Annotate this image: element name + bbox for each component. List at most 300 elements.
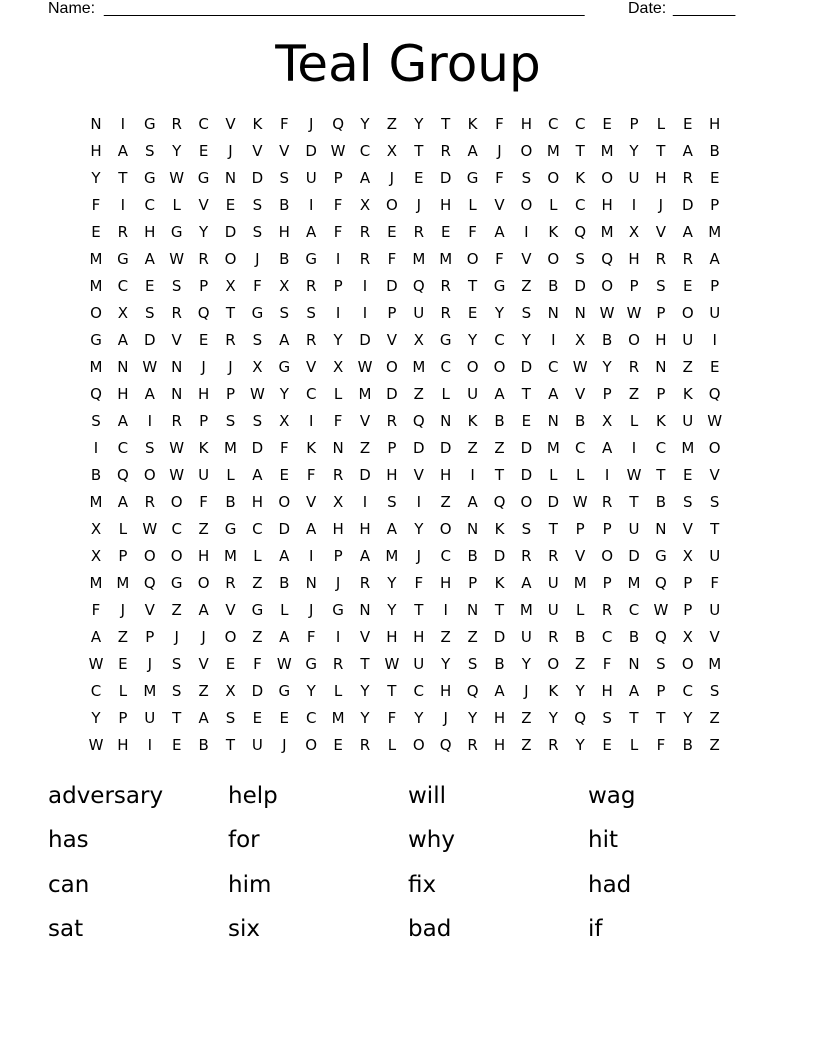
grid-letter: Y bbox=[441, 655, 451, 673]
grid-letter: R bbox=[440, 277, 451, 295]
grid-letter: R bbox=[359, 223, 371, 241]
grid-letter: K bbox=[655, 412, 666, 430]
grid-letter: F bbox=[495, 250, 504, 268]
grid-letter: Z bbox=[386, 115, 398, 133]
grid-letter: X bbox=[628, 223, 640, 241]
grid-letter: O bbox=[520, 142, 533, 160]
grid-letter: G bbox=[224, 520, 237, 538]
grid-letter: I bbox=[308, 412, 314, 430]
grid-letter: R bbox=[655, 250, 667, 268]
grid-letter: M bbox=[439, 250, 453, 268]
grid-letter: C bbox=[574, 439, 586, 457]
grid-letter: A bbox=[386, 520, 398, 538]
grid-letter: Z bbox=[467, 439, 478, 457]
grid-letter: A bbox=[494, 223, 505, 241]
grid-letter: A bbox=[306, 223, 317, 241]
grid-letter: A bbox=[548, 385, 559, 403]
grid-letter: B bbox=[467, 547, 478, 565]
grid-letter: N bbox=[440, 412, 452, 430]
grid-letter: H bbox=[440, 196, 452, 214]
word-bank-item: will bbox=[408, 783, 446, 809]
date-line: _______ bbox=[673, 0, 736, 17]
grid-letter: Q bbox=[601, 250, 613, 268]
grid-letter: N bbox=[224, 169, 237, 187]
grid-letter: P bbox=[683, 574, 693, 592]
grid-letter: U bbox=[251, 736, 263, 754]
grid-letter: A bbox=[279, 547, 290, 565]
grid-letter: C bbox=[413, 682, 425, 700]
grid-letter: R bbox=[225, 574, 236, 592]
grid-letter: J bbox=[416, 196, 422, 214]
grid-letter: P bbox=[710, 277, 720, 295]
grid-letter: Q bbox=[332, 115, 344, 133]
grid-letter: E bbox=[225, 196, 236, 214]
grid-letter: R bbox=[171, 115, 182, 133]
grid-letter: Y bbox=[360, 682, 370, 700]
grid-letter: R bbox=[682, 169, 694, 187]
grid-letter: D bbox=[628, 547, 640, 565]
grid-letter: R bbox=[682, 250, 694, 268]
grid-letter: M bbox=[573, 574, 587, 592]
grid-letter: X bbox=[279, 277, 290, 295]
grid-letter: C bbox=[440, 358, 451, 376]
grid-letter: A bbox=[279, 628, 290, 646]
grid-letter: Y bbox=[387, 574, 397, 592]
grid-letter: D bbox=[278, 520, 291, 538]
name-line: ______________________________________________________ bbox=[104, 0, 585, 17]
grid-letter: O bbox=[385, 196, 398, 214]
grid-letter: I bbox=[335, 628, 341, 646]
grid-letter: M bbox=[331, 709, 345, 727]
grid-letter: Q bbox=[574, 709, 587, 727]
word-bank-item: bad bbox=[408, 915, 452, 942]
grid-letter: Y bbox=[306, 682, 316, 700]
grid-letter: L bbox=[118, 520, 128, 538]
grid-letter: D bbox=[251, 439, 264, 457]
grid-letter: U bbox=[467, 385, 479, 403]
grid-letter: N bbox=[117, 358, 129, 376]
grid-letter: S bbox=[91, 412, 101, 430]
grid-letter: H bbox=[520, 115, 533, 133]
grid-letter: P bbox=[333, 169, 343, 187]
grid-letter: U bbox=[709, 601, 721, 619]
grid-letter: F bbox=[279, 115, 289, 133]
grid-letter: W bbox=[626, 466, 642, 484]
grid-letter: M bbox=[116, 574, 130, 592]
grid-letter: V bbox=[144, 601, 155, 619]
grid-letter: S bbox=[521, 304, 532, 322]
grid-letter: B bbox=[655, 493, 667, 511]
grid-letter: R bbox=[117, 223, 129, 241]
grid-letter: W bbox=[88, 655, 104, 673]
grid-letter: S bbox=[279, 169, 290, 187]
grid-letter: Y bbox=[468, 709, 478, 727]
grid-letter: C bbox=[574, 115, 586, 133]
grid-letter: R bbox=[548, 547, 559, 565]
grid-letter: Z bbox=[117, 628, 129, 646]
grid-letter: P bbox=[118, 709, 128, 727]
grid-letter: C bbox=[198, 115, 209, 133]
grid-letter: U bbox=[547, 574, 559, 592]
grid-letter: U bbox=[709, 304, 721, 322]
grid-letter: I bbox=[362, 277, 368, 295]
grid-letter: V bbox=[225, 115, 236, 133]
grid-letter: E bbox=[279, 709, 290, 727]
grid-letter: Y bbox=[468, 331, 478, 349]
grid-letter: I bbox=[93, 439, 99, 457]
grid-letter: M bbox=[519, 601, 533, 619]
grid-letter: E bbox=[91, 223, 101, 241]
grid-letter: Y bbox=[414, 709, 424, 727]
grid-letter: O bbox=[601, 547, 613, 565]
grid-letter: V bbox=[575, 547, 586, 565]
grid-letter: Z bbox=[575, 655, 586, 673]
grid-letter: I bbox=[308, 196, 314, 214]
grid-letter: V bbox=[225, 601, 236, 619]
grid-letter: W bbox=[330, 142, 346, 160]
grid-letter: U bbox=[682, 412, 694, 430]
grid-letter: X bbox=[386, 142, 398, 160]
grid-letter: R bbox=[440, 304, 451, 322]
grid-letter: Y bbox=[360, 115, 370, 133]
grid-letter: L bbox=[549, 466, 558, 484]
grid-letter: I bbox=[362, 493, 368, 511]
grid-letter: P bbox=[656, 682, 666, 700]
grid-letter: C bbox=[252, 520, 263, 538]
grid-letter: O bbox=[170, 493, 183, 511]
grid-letter: Z bbox=[198, 520, 209, 538]
grid-letter: O bbox=[90, 304, 102, 322]
grid-letter: W bbox=[276, 655, 292, 673]
grid-letter: M bbox=[89, 277, 103, 295]
grid-letter: P bbox=[468, 574, 478, 592]
grid-letter: O bbox=[143, 466, 156, 484]
grid-letter: P bbox=[683, 601, 693, 619]
grid-letter: V bbox=[521, 250, 532, 268]
grid-letter: C bbox=[305, 709, 317, 727]
grid-letter: U bbox=[628, 169, 640, 187]
grid-letter: J bbox=[335, 574, 341, 592]
grid-letter: P bbox=[602, 520, 612, 538]
grid-letter: F bbox=[333, 196, 343, 214]
grid-letter: I bbox=[604, 466, 610, 484]
grid-letter: T bbox=[172, 709, 182, 727]
grid-letter: H bbox=[440, 574, 452, 592]
grid-letter: C bbox=[548, 358, 559, 376]
word-bank-item: has bbox=[48, 827, 89, 854]
grid-letter: R bbox=[359, 250, 371, 268]
grid-letter: T bbox=[441, 115, 451, 133]
grid-letter: W bbox=[169, 169, 185, 187]
grid-letter: V bbox=[359, 628, 371, 646]
grid-letter: L bbox=[387, 736, 397, 754]
grid-letter: T bbox=[414, 601, 424, 619]
grid-letter: X bbox=[225, 682, 236, 700]
grid-letter: H bbox=[386, 628, 398, 646]
grid-letter: C bbox=[90, 682, 102, 700]
grid-letter: S bbox=[225, 709, 236, 727]
grid-letter: T bbox=[629, 709, 639, 727]
grid-letter: D bbox=[493, 628, 506, 646]
grid-letter: L bbox=[226, 466, 235, 484]
grid-letter: G bbox=[466, 169, 479, 187]
grid-letter: E bbox=[709, 169, 720, 187]
grid-letter: U bbox=[682, 331, 694, 349]
grid-letter: T bbox=[656, 142, 666, 160]
grid-letter: D bbox=[359, 466, 371, 484]
grid-letter: L bbox=[441, 385, 450, 403]
grid-letter: G bbox=[493, 277, 506, 295]
grid-letter: F bbox=[710, 574, 719, 592]
grid-letter: T bbox=[360, 655, 370, 673]
grid-letter: M bbox=[600, 142, 614, 160]
grid-letter: R bbox=[521, 547, 532, 565]
grid-letter: R bbox=[171, 304, 182, 322]
grid-letter: Z bbox=[521, 736, 532, 754]
grid-letter: T bbox=[387, 682, 397, 700]
grid-letter: E bbox=[333, 736, 343, 754]
grid-letter: P bbox=[225, 385, 236, 403]
word-bank-item: help bbox=[228, 783, 278, 809]
grid-letter: S bbox=[171, 682, 182, 700]
grid-letter: R bbox=[467, 736, 478, 754]
grid-letter: H bbox=[601, 682, 613, 700]
grid-letter: Q bbox=[466, 682, 479, 700]
grid-letter: G bbox=[278, 682, 291, 700]
grid-letter: T bbox=[414, 142, 424, 160]
grid-letter: A bbox=[467, 142, 478, 160]
grid-letter: U bbox=[413, 655, 425, 673]
grid-letter: P bbox=[656, 304, 666, 322]
grid-letter: M bbox=[224, 439, 237, 457]
grid-letter: D bbox=[520, 439, 533, 457]
grid-letter: O bbox=[385, 358, 398, 376]
grid-letter: I bbox=[470, 466, 475, 484]
grid-letter: Y bbox=[172, 142, 182, 160]
grid-letter: J bbox=[443, 709, 448, 727]
grid-letter: J bbox=[658, 196, 664, 214]
grid-letter: V bbox=[252, 142, 263, 160]
grid-letter: M bbox=[412, 358, 426, 376]
grid-letter: F bbox=[468, 223, 477, 241]
grid-letter: L bbox=[576, 601, 585, 619]
grid-letter: A bbox=[682, 142, 693, 160]
grid-letter: M bbox=[600, 223, 614, 241]
grid-letter: Q bbox=[90, 385, 102, 403]
grid-letter: E bbox=[602, 736, 612, 754]
grid-letter: H bbox=[655, 169, 667, 187]
grid-letter: M bbox=[627, 574, 641, 592]
grid-letter: C bbox=[601, 628, 613, 646]
grid-letter: P bbox=[145, 628, 155, 646]
grid-letter: K bbox=[575, 169, 586, 187]
grid-letter: B bbox=[279, 574, 290, 592]
grid-letter: C bbox=[574, 196, 586, 214]
grid-letter: Z bbox=[682, 358, 693, 376]
grid-letter: Y bbox=[387, 601, 397, 619]
grid-letter: R bbox=[386, 412, 398, 430]
grid-letter: C bbox=[682, 682, 694, 700]
grid-letter: S bbox=[683, 493, 693, 511]
grid-letter: R bbox=[305, 277, 317, 295]
grid-letter: G bbox=[143, 115, 156, 133]
grid-letter: S bbox=[656, 277, 666, 295]
grid-letter: W bbox=[169, 439, 185, 457]
grid-letter: X bbox=[90, 520, 102, 538]
grid-letter: J bbox=[147, 655, 153, 673]
grid-letter: A bbox=[467, 493, 478, 511]
grid-letter: Z bbox=[440, 628, 451, 646]
grid-letter: Z bbox=[252, 574, 263, 592]
grid-letter: I bbox=[335, 250, 341, 268]
word-bank-item: wag bbox=[588, 783, 636, 809]
grid-letter: W bbox=[599, 304, 615, 322]
grid-letter: W bbox=[707, 412, 723, 430]
grid-letter: X bbox=[225, 277, 236, 295]
grid-letter: L bbox=[656, 115, 666, 133]
page-title: Teal Group bbox=[275, 35, 541, 93]
grid-letter: E bbox=[279, 466, 290, 484]
grid-letter: U bbox=[547, 601, 559, 619]
grid-letter: H bbox=[197, 385, 210, 403]
grid-letter: I bbox=[120, 115, 126, 133]
grid-letter: Z bbox=[521, 709, 532, 727]
grid-letter: T bbox=[548, 520, 558, 538]
grid-letter: G bbox=[170, 574, 183, 592]
grid-letter: C bbox=[628, 601, 640, 619]
grid-letter: P bbox=[333, 277, 343, 295]
grid-letter: Q bbox=[493, 493, 506, 511]
grid-letter: O bbox=[493, 358, 506, 376]
grid-letter: A bbox=[628, 682, 640, 700]
word-bank-item: fix bbox=[408, 871, 437, 898]
grid-letter: S bbox=[521, 520, 532, 538]
grid-letter: F bbox=[253, 277, 262, 295]
grid-letter: V bbox=[171, 331, 182, 349]
grid-letter: G bbox=[251, 304, 264, 322]
grid-letter: E bbox=[225, 655, 236, 673]
grid-letter: K bbox=[252, 115, 263, 133]
grid-letter: D bbox=[547, 493, 560, 511]
grid-letter: N bbox=[574, 304, 586, 322]
name-label: Name: bbox=[48, 0, 96, 17]
grid-letter: Z bbox=[709, 709, 720, 727]
grid-letter: F bbox=[199, 493, 208, 511]
grid-letter: I bbox=[362, 304, 368, 322]
grid-letter: Z bbox=[440, 493, 451, 511]
grid-letter: L bbox=[333, 385, 343, 403]
grid-letter: P bbox=[118, 547, 128, 565]
grid-letter: O bbox=[520, 493, 533, 511]
grid-letter: L bbox=[172, 196, 181, 214]
grid-letter: I bbox=[631, 196, 637, 214]
grid-letter: D bbox=[520, 466, 533, 484]
word-bank-item: had bbox=[588, 871, 632, 898]
grid-letter: G bbox=[143, 169, 156, 187]
grid-letter: W bbox=[572, 358, 588, 376]
grid-letter: H bbox=[386, 466, 398, 484]
grid-letter: R bbox=[332, 466, 344, 484]
grid-letter: F bbox=[656, 736, 666, 754]
word-bank-item: sat bbox=[48, 915, 84, 942]
grid-letter: O bbox=[601, 169, 613, 187]
grid-letter: V bbox=[198, 655, 209, 673]
grid-letter: I bbox=[443, 601, 448, 619]
grid-letter: E bbox=[387, 223, 397, 241]
grid-letter: O bbox=[466, 250, 479, 268]
grid-letter: R bbox=[144, 493, 156, 511]
grid-letter: E bbox=[171, 736, 182, 754]
grid-letter: C bbox=[548, 115, 559, 133]
grid-letter: U bbox=[305, 169, 317, 187]
grid-letter: G bbox=[305, 250, 317, 268]
grid-letter: S bbox=[387, 493, 397, 511]
grid-letter: M bbox=[89, 574, 103, 592]
grid-letter: W bbox=[572, 493, 588, 511]
worksheet-header bbox=[48, 0, 748, 20]
grid-letter: R bbox=[305, 331, 317, 349]
grid-letter: D bbox=[305, 142, 317, 160]
grid-letter: G bbox=[439, 331, 452, 349]
grid-letter: Y bbox=[548, 709, 558, 727]
grid-letter: Y bbox=[91, 169, 101, 187]
grid-letter: F bbox=[306, 628, 316, 646]
grid-letter: D bbox=[251, 682, 264, 700]
grid-letter: B bbox=[548, 277, 559, 295]
grid-letter: O bbox=[520, 196, 533, 214]
grid-letter: K bbox=[467, 115, 478, 133]
grid-letter: A bbox=[709, 250, 720, 268]
grid-letter: X bbox=[279, 412, 290, 430]
grid-letter: N bbox=[466, 520, 479, 538]
grid-letter: B bbox=[575, 412, 586, 430]
grid-letter: S bbox=[145, 439, 155, 457]
grid-letter: E bbox=[683, 466, 693, 484]
grid-letter: F bbox=[495, 115, 504, 133]
word-bank-item: him bbox=[228, 871, 272, 898]
grid-letter: D bbox=[224, 223, 237, 241]
grid-letter: V bbox=[413, 466, 424, 484]
grid-letter: R bbox=[359, 736, 371, 754]
grid-letter: P bbox=[629, 277, 639, 295]
grid-letter: I bbox=[147, 412, 153, 430]
grid-letter: Z bbox=[171, 601, 182, 619]
grid-letter: N bbox=[171, 385, 183, 403]
grid-letter: X bbox=[332, 358, 344, 376]
grid-letter: H bbox=[440, 682, 452, 700]
grid-letter: V bbox=[306, 493, 317, 511]
grid-letter: N bbox=[547, 304, 559, 322]
grid-letter: X bbox=[682, 547, 693, 565]
grid-letter: Y bbox=[521, 655, 531, 673]
grid-letter: S bbox=[575, 250, 585, 268]
grid-letter: N bbox=[359, 601, 371, 619]
grid-letter: S bbox=[279, 304, 290, 322]
word-bank-item: can bbox=[48, 871, 90, 898]
grid-letter: Z bbox=[198, 682, 209, 700]
grid-letter: A bbox=[117, 331, 129, 349]
grid-letter: T bbox=[118, 169, 128, 187]
grid-letter: Y bbox=[414, 115, 424, 133]
grid-letter: Q bbox=[574, 223, 587, 241]
grid-letter: C bbox=[494, 331, 505, 349]
grid-letter: E bbox=[198, 331, 209, 349]
grid-letter: Z bbox=[359, 439, 371, 457]
grid-letter: L bbox=[333, 682, 343, 700]
grid-letter: M bbox=[89, 493, 103, 511]
grid-letter: E bbox=[683, 277, 693, 295]
grid-letter: P bbox=[602, 574, 612, 592]
